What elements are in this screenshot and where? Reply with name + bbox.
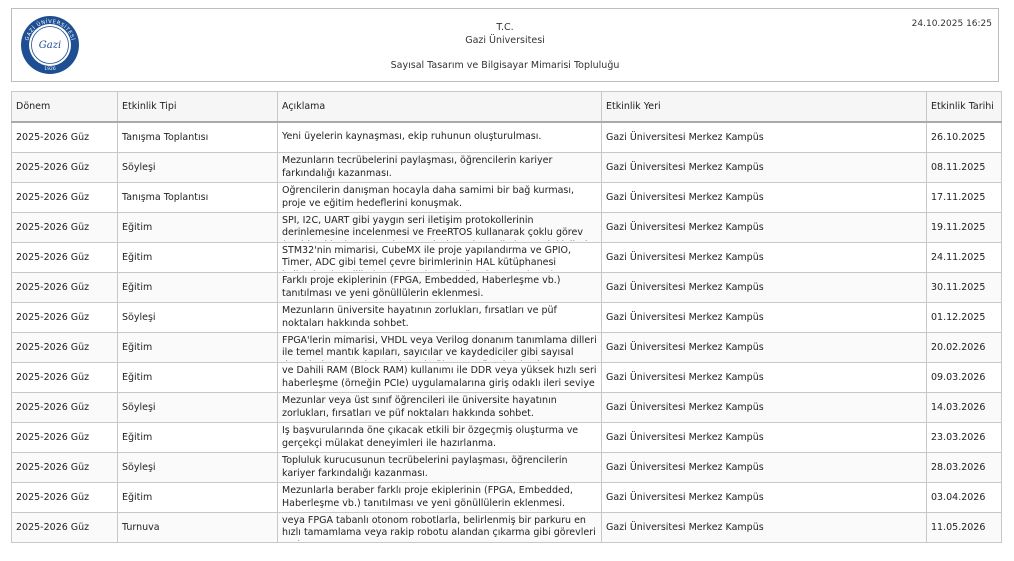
- table-row: [12, 453, 1002, 483]
- cell-tip: Eğitim: [118, 243, 278, 273]
- cell-donem: 2025-2026 Güz: [12, 153, 118, 183]
- cell-tip: Tanışma Toplantısı: [118, 183, 278, 213]
- description-text: Farklı proje ekiplerinin (FPGA, Embedded, Haberleşme vb.) tanıtılması ve yeni gönüllülerin eklenmesi.: [282, 275, 561, 299]
- cell-yer: Gazi Üniversitesi Merkez Kampüs: [602, 483, 927, 513]
- logo-script: Gazi: [38, 40, 62, 51]
- logo-year: 1926: [44, 67, 56, 72]
- cell-donem: 2025-2026 Güz: [12, 183, 118, 213]
- description-text: Mezunlarla beraber farklı proje ekiplerinin (FPGA, Embedded, Haberleşme vb.) tanıtılması ve yeni gönüllülerin eklenmesi.: [282, 485, 573, 509]
- table-row: [12, 153, 1002, 183]
- cell-aciklama: [278, 122, 602, 153]
- cell-aciklama: [278, 153, 602, 183]
- cell-tarih: 30.11.2025: [927, 273, 1002, 303]
- cell-yer: Gazi Üniversitesi Merkez Kampüs: [602, 213, 927, 243]
- cell-donem: 2025-2026 Güz: [12, 393, 118, 423]
- cell-yer: Gazi Üniversitesi Merkez Kampüs: [602, 303, 927, 333]
- cell-aciklama: [278, 183, 602, 213]
- cell-tip: Söyleşi: [118, 303, 278, 333]
- header-line-university: Gazi Üniversitesi: [465, 35, 545, 46]
- logo-text-top: GAZİ ÜNİVERSİTESİ: [24, 18, 76, 42]
- description-text: Yeni üyelerin kaynaşması, ekip ruhunun oluşturulması.: [282, 131, 542, 143]
- cell-yer: Gazi Üniversitesi Merkez Kampüs: [602, 122, 927, 153]
- cell-tarih: 08.11.2025: [927, 153, 1002, 183]
- cell-yer: Gazi Üniversitesi Merkez Kampüs: [602, 273, 927, 303]
- table-row: [12, 303, 1002, 333]
- cell-tip: Söyleşi: [118, 393, 278, 423]
- cell-tarih: 26.10.2025: [927, 122, 1002, 153]
- cell-tip: Turnuva: [118, 513, 278, 543]
- cell-donem: 2025-2026 Güz: [12, 363, 118, 393]
- cell-yer: Gazi Üniversitesi Merkez Kampüs: [602, 333, 927, 363]
- table-row: [12, 483, 1002, 513]
- description-text: Mezunların tecrübelerini paylaşması, öğrencilerin kariyer farkındalığı kazanması.: [282, 155, 553, 179]
- cell-yer: Gazi Üniversitesi Merkez Kampüs: [602, 393, 927, 423]
- cell-tarih: 28.03.2026: [927, 453, 1002, 483]
- cell-yer: Gazi Üniversitesi Merkez Kampüs: [602, 513, 927, 543]
- cell-aciklama: [278, 423, 602, 453]
- cell-tarih: 24.11.2025: [927, 243, 1002, 273]
- cell-tip: Tanışma Toplantısı: [118, 122, 278, 153]
- cell-tarih: 11.05.2026: [927, 513, 1002, 543]
- cell-donem: 2025-2026 Güz: [12, 273, 118, 303]
- col-header-donem: Dönem: [12, 92, 118, 123]
- col-header-tip: Etkinlik Tipi: [118, 92, 278, 123]
- cell-aciklama: [278, 273, 602, 303]
- cell-tip: Eğitim: [118, 333, 278, 363]
- cell-tarih: 03.04.2026: [927, 483, 1002, 513]
- cell-donem: 2025-2026 Güz: [12, 303, 118, 333]
- cell-donem: 2025-2026 Güz: [12, 122, 118, 153]
- col-header-aciklama: Açıklama: [278, 92, 602, 123]
- col-header-tarih: Etkinlik Tarihi: [927, 92, 1002, 123]
- table-row: [12, 333, 1002, 363]
- cell-tarih: 20.02.2026: [927, 333, 1002, 363]
- cell-donem: 2025-2026 Güz: [12, 213, 118, 243]
- table-row: [12, 213, 1002, 243]
- description-text: ve Dahili RAM (Block RAM) kullanımı ile DDR veya yüksek hızlı seri haberleşme (örneğin PCIe) uygulamalarına giriş odaklı ileri seviye: [282, 365, 597, 389]
- description-text: SPI, I2C, UART gibi yaygın seri iletişim protokollerinin derinlemesine incelenmesi ve FreeRTOS kullanarak çoklu görev: [282, 214, 583, 238]
- description-text: STM32'nin mimarisi, CubeMX ile proje yapılandırma ve GPIO, Timer, ADC gibi temel çevre birimlerinin HAL kütüphanesi: [282, 244, 571, 268]
- cell-aciklama: [278, 453, 602, 483]
- cell-tarih: 14.03.2026: [927, 393, 1002, 423]
- cell-donem: 2025-2026 Güz: [12, 483, 118, 513]
- cell-aciklama: [278, 333, 602, 363]
- cell-tip: Eğitim: [118, 423, 278, 453]
- col-header-yer: Etkinlik Yeri: [602, 92, 927, 123]
- table-row: [12, 243, 1002, 273]
- cell-yer: Gazi Üniversitesi Merkez Kampüs: [602, 423, 927, 453]
- cell-donem: 2025-2026 Güz: [12, 333, 118, 363]
- cell-yer: Gazi Üniversitesi Merkez Kampüs: [602, 153, 927, 183]
- table-header-row: [12, 92, 1002, 123]
- description-text: Öğrencilerin danışman hocayla daha samimi bir bağ kurması, proje ve eğitim hedeflerini konuşmak.: [282, 185, 575, 209]
- cell-aciklama: [278, 243, 602, 273]
- cell-aciklama: [278, 213, 602, 243]
- table-row: [12, 363, 1002, 393]
- cell-tarih: 17.11.2025: [927, 183, 1002, 213]
- table-row: [12, 423, 1002, 453]
- cell-tip: Eğitim: [118, 483, 278, 513]
- cell-aciklama: [278, 303, 602, 333]
- cell-donem: 2025-2026 Güz: [12, 243, 118, 273]
- report-header: [11, 8, 999, 82]
- cell-yer: Gazi Üniversitesi Merkez Kampüs: [602, 363, 927, 393]
- table-row: [12, 513, 1002, 543]
- table-row: [12, 273, 1002, 303]
- report-datetime: 24.10.2025 16:25: [911, 19, 992, 29]
- description-text: FPGA'lerin mimarisi, VHDL veya Verilog donanım tanımlama dilleri ile temel mantık kapıları, sayıcılar ve kaydediciler gibi sayısal: [282, 334, 597, 358]
- cell-yer: Gazi Üniversitesi Merkez Kampüs: [602, 183, 927, 213]
- description-text: Topluluk kurucusunun tecrübelerini paylaşması, öğrencilerin kariyer farkındalığı kazanması.: [282, 455, 568, 479]
- header-line-club: Sayısal Tasarım ve Bilgisayar Mimarisi Topluluğu: [390, 60, 620, 71]
- cell-tip: Eğitim: [118, 363, 278, 393]
- cell-yer: Gazi Üniversitesi Merkez Kampüs: [602, 453, 927, 483]
- cell-tarih: 23.03.2026: [927, 423, 1002, 453]
- cell-tarih: 19.11.2025: [927, 213, 1002, 243]
- description-text: Mezunların üniversite hayatının zorlukları, fırsatları ve püf noktaları hakkında sohbet.: [282, 305, 557, 329]
- cell-donem: 2025-2026 Güz: [12, 423, 118, 453]
- cell-donem: 2025-2026 Güz: [12, 453, 118, 483]
- cell-tarih: 01.12.2025: [927, 303, 1002, 333]
- table-row: [12, 183, 1002, 213]
- cell-tip: Söyleşi: [118, 153, 278, 183]
- description-text: İş başvurularında öne çıkacak etkili bir özgeçmiş oluşturma ve gerçekçi mülakat deneyimleri ile hazırlanma.: [282, 425, 579, 449]
- cell-aciklama: [278, 363, 602, 393]
- table-row: [12, 393, 1002, 423]
- table-row: [12, 122, 1002, 153]
- cell-tip: Eğitim: [118, 273, 278, 303]
- cell-donem: 2025-2026 Güz: [12, 513, 118, 543]
- cell-tip: Eğitim: [118, 213, 278, 243]
- header-line-tc: T.C.: [496, 22, 514, 33]
- description-text: Mezunlar veya üst sınıf öğrencileri ile üniversite hayatının zorlukları, fırsatları ve püf noktaları hakkında sohbet.: [282, 395, 557, 419]
- cell-aciklama: [278, 393, 602, 423]
- cell-aciklama: [278, 483, 602, 513]
- cell-tarih: 09.03.2026: [927, 363, 1002, 393]
- cell-aciklama: [278, 513, 602, 543]
- description-text: veya FPGA tabanlı otonom robotlarla, belirlenmiş bir parkuru en hızlı tamamlama veya rakip robotu alandan çıkarma gibi görevleri: [282, 514, 596, 538]
- cell-tip: Söyleşi: [118, 453, 278, 483]
- cell-yer: Gazi Üniversitesi Merkez Kampüs: [602, 243, 927, 273]
- events-table: [11, 91, 1002, 543]
